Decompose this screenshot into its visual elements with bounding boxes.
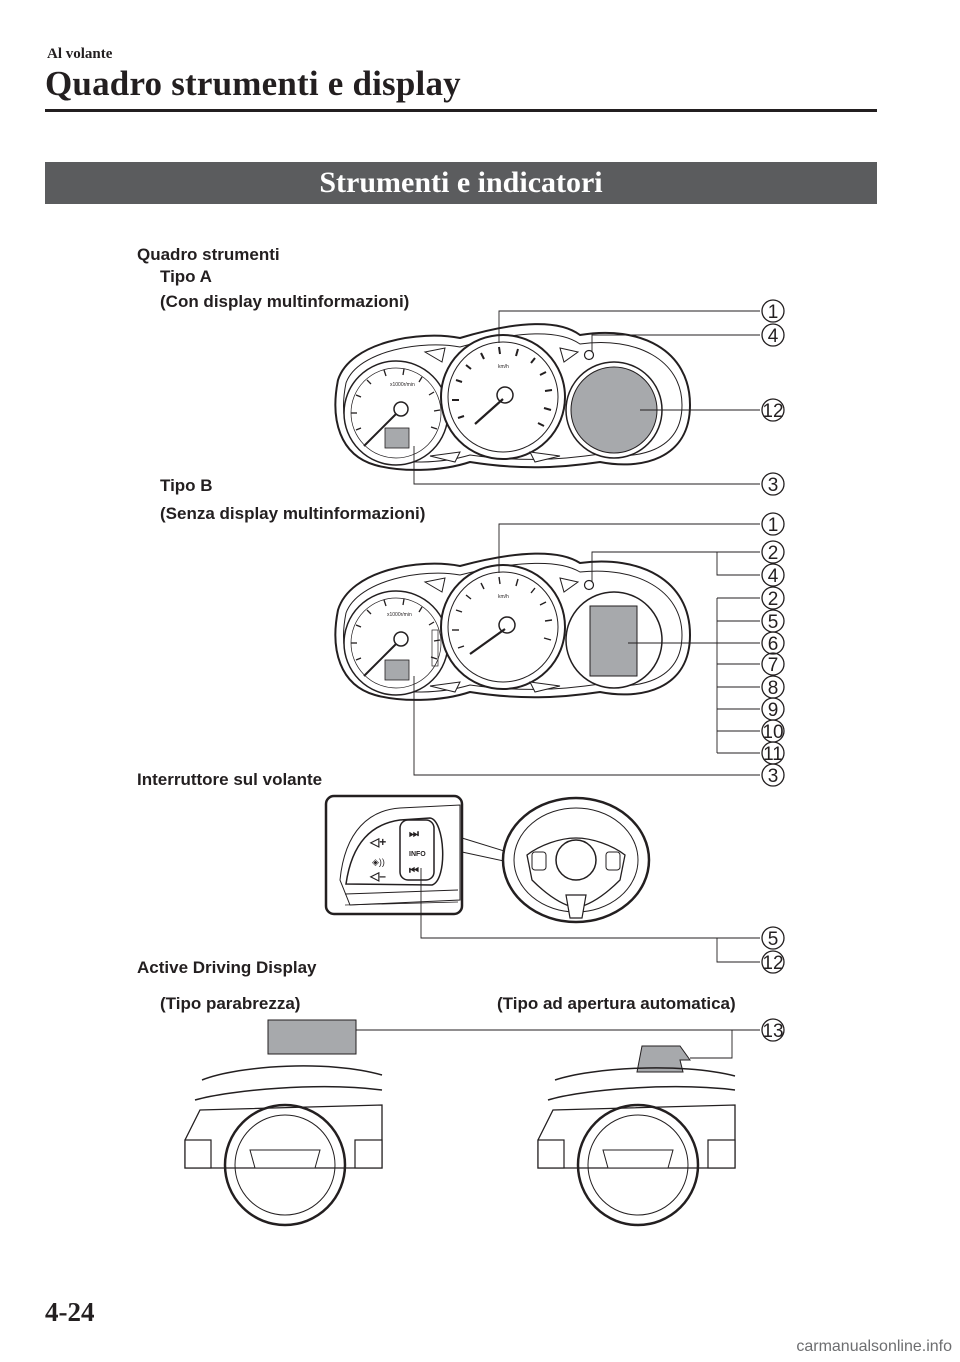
- callout-number: 13: [762, 1021, 784, 1042]
- type-b-note: (Senza display multinformazioni): [160, 504, 426, 523]
- section-heading: Strumenti e indicatori: [45, 162, 877, 204]
- callout-number: 5: [767, 612, 779, 633]
- callout-number: 8: [767, 678, 779, 699]
- type-a-note: (Con display multinformazioni): [160, 292, 410, 311]
- callout-number: 6: [767, 634, 779, 655]
- info-button: INFO: [409, 851, 426, 858]
- steering-switch-label: Interruttore sul volante: [137, 770, 323, 789]
- callout-number: 1: [767, 515, 779, 536]
- watermark: carmanualsonline.info: [796, 1338, 952, 1355]
- type-b-cluster: [335, 524, 760, 775]
- type-b-label: Tipo B: [160, 476, 213, 495]
- callout-number: 11: [763, 744, 783, 765]
- auto-open-type-label: (Tipo ad apertura automatica): [497, 994, 736, 1013]
- callout-number: 5: [767, 929, 779, 950]
- windshield-display: [268, 1020, 356, 1054]
- type-a-label: Tipo A: [160, 267, 212, 286]
- speed-unit: km/h: [498, 594, 509, 600]
- callout-number: 4: [767, 566, 779, 587]
- svg-text:◁–: ◁–: [370, 869, 386, 883]
- callout-number: 12: [762, 401, 784, 422]
- multi-information-display: [590, 606, 637, 676]
- breadcrumb: Al volante: [47, 46, 113, 62]
- callout-number: 2: [767, 543, 779, 564]
- callout-number: 1: [767, 302, 779, 323]
- svg-text:◁+: ◁+: [370, 835, 387, 849]
- callout-number: 10: [762, 722, 784, 743]
- speed-unit: km/h: [498, 364, 509, 370]
- page-number: 4-24: [45, 1297, 95, 1327]
- callout-number: 4: [767, 326, 779, 347]
- odometer-display: [385, 660, 409, 680]
- callout-number: 9: [767, 700, 779, 721]
- callout-number: 3: [767, 766, 779, 787]
- callout-number: 3: [767, 475, 779, 496]
- steering-switch-illustration: [326, 796, 760, 962]
- instrument-cluster-label: Quadro strumenti: [137, 245, 280, 264]
- windshield-type-illustration: [185, 1020, 382, 1225]
- callout-number: 12: [762, 953, 784, 974]
- callout-number: 7: [767, 655, 779, 676]
- type-a-cluster: [335, 311, 760, 484]
- callout-number: 2: [767, 589, 779, 610]
- svg-text:⏮: ⏮: [409, 865, 419, 877]
- odometer-display: [385, 428, 409, 448]
- tachometer-unit: x1000r/min: [387, 612, 412, 618]
- svg-text:⏭: ⏭: [409, 828, 419, 840]
- tachometer-unit: x1000r/min: [390, 382, 415, 388]
- page-title: Quadro strumenti e display: [45, 64, 461, 103]
- active-driving-display-label: Active Driving Display: [137, 958, 317, 977]
- windshield-type-label: (Tipo parabrezza): [160, 994, 301, 1013]
- auto-open-type-illustration: [538, 1046, 735, 1225]
- svg-text:◈)): ◈)): [372, 857, 385, 867]
